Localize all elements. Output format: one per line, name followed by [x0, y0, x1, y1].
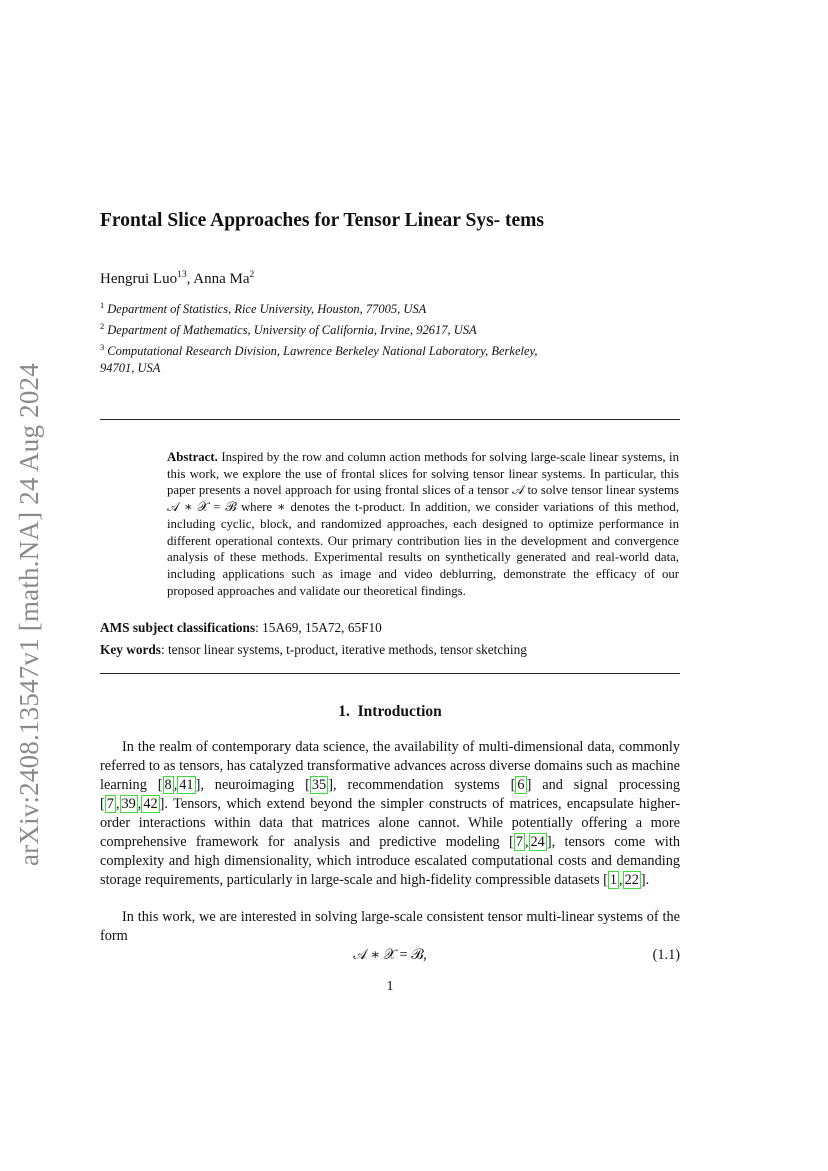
citation-link[interactable]: 22: [624, 872, 639, 888]
affiliation: $^2$ Department of Mathematics, University of California, Irvine, 92617, USA: [100, 321, 477, 338]
citation-link[interactable]: 8: [164, 777, 172, 793]
author-name: Anna Ma: [193, 271, 250, 287]
author-affiliation-marker: 2: [249, 270, 255, 280]
citation-link[interactable]: 6: [517, 777, 525, 793]
page-number: 1: [386, 979, 394, 994]
citation-link[interactable]: 1: [609, 872, 618, 888]
section-heading: 1. Introduction: [338, 703, 442, 720]
citation-link[interactable]: 41: [179, 777, 194, 793]
equation-number: (1.1): [652, 947, 680, 963]
citation-link[interactable]: 7: [515, 834, 523, 850]
equation-expression: 𝒜 ∗ 𝒳 = ℬ,: [353, 947, 427, 963]
author-affiliation-marker: 13: [177, 270, 187, 280]
abstract-label: Abstract.: [167, 450, 218, 464]
affiliation-list: [100, 297, 570, 377]
citation-link[interactable]: 24: [530, 834, 545, 850]
keywords: Key words: tensor linear systems, t-product, iterative methods, tensor sketching: [100, 642, 527, 657]
bottom-divider: [100, 673, 680, 674]
equation: [100, 946, 680, 965]
top-divider: [100, 419, 680, 420]
citation-link[interactable]: 42: [143, 796, 158, 812]
author-list: Hengrui Luo$^{13}$, Anna Ma$^2$: [100, 270, 255, 287]
abstract: [167, 449, 679, 599]
affiliation: $^1$ Department of Statistics, Rice University, Houston, 77005, USA: [100, 300, 427, 317]
intro-paragraph: In the realm of contemporary data science, the availability of multi-dimensional data, commonly referred to as tensors, has catalyzed transformative advances across diverse domains such as machine learning [ 8 , 41 ], neuroimaging [ 35 ], recommendation systems [ 6 ] and signal processing [ 7 , 39 , 42 ]. Tensors, which extend beyond the simpler constructs of matrices, encapsulate higher-order interactions within data that matrices alone cannot. While potentially offering a more comprehensive framework for analysis and predictive modeling [ 7 , 24 ], tensors come with complexity and high dimensionality, which introduce escalated computational costs and demanding storage requirements, particularly in large-scale and high-fidelity compressible datasets [ 1 , 22 ].: [100, 739, 681, 888]
abstract-text: Inspired by the row and column action methods for solving large-scale linear systems, in this work, we explore the use of frontal slices for solving tensor linear systems. In particular, this paper presents a novel approach for using frontal slices of a tensor 𝒜 to solve tensor linear systems 𝒜 ∗ 𝒳 = ℬ where ∗ denotes the t-product. In addition, we consider variations of this method, including cyclic, block, and randomized approaches, each designed to optimize performance in different operational contexts. Our primary contribution lies in the development and convergence analysis of these methods. Experimental results on synthetically generated and real-world data, including applications such as image and video deblurring, demonstrate the efficacy of our proposed approaches and validate our theoretical findings.: [167, 450, 680, 598]
arxiv-identifier: arXiv:2408.13547v1 [math.NA] 24 Aug 2024: [14, 363, 44, 866]
paper-title: Frontal Slice Approaches for Tensor Linear Sys- tems: [100, 210, 545, 231]
citation-link[interactable]: 35: [311, 777, 327, 793]
citation-link[interactable]: 7: [106, 796, 114, 812]
intro-paragraph: In this work, we are interested in solving large-scale consistent tensor multi-linear systems of the form: [100, 909, 680, 944]
author-name: Hengrui Luo: [100, 271, 178, 287]
ams-classifications: AMS subject classifications: 15A69, 15A72, 65F10: [100, 620, 382, 635]
affiliation: $^3$ Computational Research Division, Lawrence Berkeley National Laboratory, Berkeley, 94701, USA: [100, 342, 538, 376]
citation-link[interactable]: 39: [121, 796, 136, 812]
